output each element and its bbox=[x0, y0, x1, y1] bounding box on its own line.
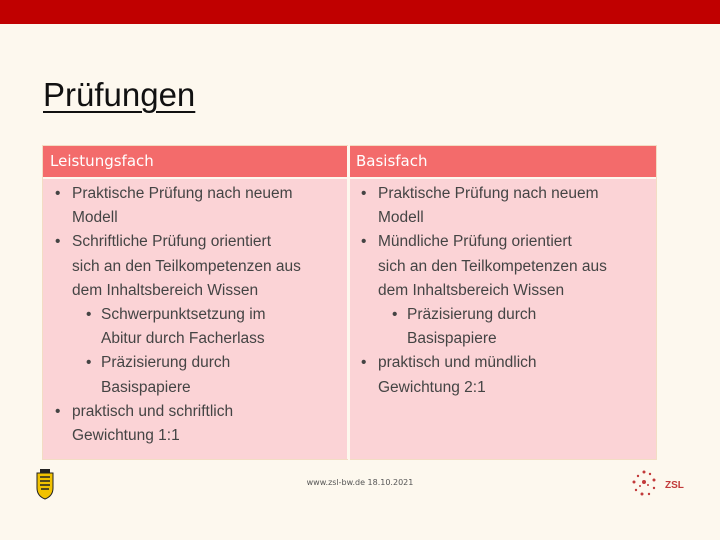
left-list-line bbox=[43, 182, 347, 206]
list-line-text: Praktische Prüfung nach neuem bbox=[72, 185, 293, 202]
slide-title: Prüfungen bbox=[43, 76, 196, 113]
right-list-line bbox=[349, 230, 656, 254]
right-list-line bbox=[349, 351, 656, 375]
bullet-icon: • bbox=[361, 233, 367, 251]
left-list-line bbox=[43, 351, 347, 375]
bullet-icon: • bbox=[86, 354, 92, 372]
list-line-text: Gewichtung 2:1 bbox=[378, 378, 486, 396]
right-list-line bbox=[349, 376, 656, 400]
list-line-text: Modell bbox=[378, 209, 424, 227]
bullet-icon: • bbox=[392, 306, 398, 324]
left-list-line bbox=[43, 279, 347, 303]
right-list-line bbox=[349, 303, 656, 327]
list-line-text: Mündliche Prüfung orientiert bbox=[378, 233, 572, 251]
column-leistungsfach bbox=[43, 146, 347, 459]
column-divider bbox=[348, 145, 350, 460]
list-line-text: Modell bbox=[72, 209, 118, 227]
bullet-icon: • bbox=[361, 185, 367, 202]
left-list-line bbox=[43, 400, 347, 424]
right-list-line bbox=[349, 327, 656, 351]
list-line-text: praktisch und mündlich bbox=[378, 354, 537, 372]
list-line-text: sich an den Teilkompetenzen aus bbox=[72, 257, 301, 275]
left-list-line bbox=[43, 206, 347, 230]
column-header-basisfach: Basisfach bbox=[349, 146, 656, 177]
list-line-text: dem Inhaltsbereich Wissen bbox=[378, 281, 565, 299]
left-list-line bbox=[43, 424, 347, 448]
bullet-list-leistungsfach bbox=[43, 182, 347, 448]
left-list-line bbox=[43, 255, 347, 279]
right-list-line bbox=[349, 206, 656, 230]
bullet-icon: • bbox=[55, 185, 61, 202]
bullet-list-basisfach bbox=[349, 182, 656, 400]
right-list-line bbox=[349, 182, 656, 206]
list-line-text: sich an den Teilkompetenzen aus bbox=[378, 257, 607, 275]
footer-text: www.zsl-bw.de 18.10.2021 bbox=[306, 478, 414, 487]
left-list-line bbox=[43, 303, 347, 327]
list-line-text: Basispapiere bbox=[407, 330, 497, 348]
bullet-icon: • bbox=[55, 402, 61, 420]
column-header-leistungsfach: Leistungsfach bbox=[43, 146, 347, 177]
list-line-text: Abitur durch Facherlass bbox=[101, 330, 265, 348]
list-line-text: Praktische Prüfung nach neuem bbox=[378, 185, 599, 202]
column-body-leistungsfach bbox=[43, 179, 347, 459]
list-line-text: Präzisierung durch bbox=[407, 306, 537, 324]
list-line-text: Präzisierung durch bbox=[101, 354, 231, 372]
list-line-text: Gewichtung 1:1 bbox=[72, 427, 180, 445]
list-line-text: Schriftliche Prüfung orientiert bbox=[72, 233, 272, 251]
list-line-text: praktisch und schriftlich bbox=[72, 402, 234, 420]
bullet-icon: • bbox=[86, 306, 92, 324]
zsl-logo-text: ZSL bbox=[665, 480, 684, 491]
top-bar bbox=[0, 0, 720, 24]
zsl-logo-icon bbox=[630, 468, 690, 500]
list-line-text: dem Inhaltsbereich Wissen bbox=[72, 281, 259, 299]
right-list-line bbox=[349, 279, 656, 303]
column-body-basisfach bbox=[349, 179, 656, 459]
list-line-text: Basispapiere bbox=[101, 378, 191, 396]
list-line-text: Schwerpunktsetzung im bbox=[101, 306, 266, 324]
bullet-icon: • bbox=[361, 354, 367, 372]
bullet-icon: • bbox=[55, 233, 61, 251]
right-list-line bbox=[349, 255, 656, 279]
column-basisfach bbox=[349, 146, 656, 459]
left-list-line bbox=[43, 327, 347, 351]
left-list-line bbox=[43, 230, 347, 254]
left-list-line bbox=[43, 376, 347, 400]
